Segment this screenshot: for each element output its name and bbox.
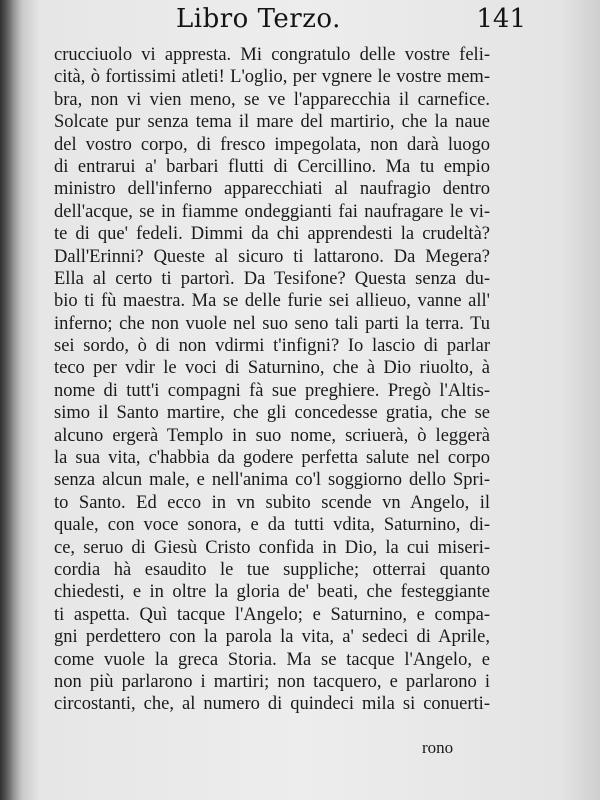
running-title: Libro Terzo.: [176, 4, 341, 34]
text-line: te di que' fedeli. Dimmi da chi apprendesti la crudeltà?: [54, 224, 490, 245]
text-line: del vostro corpo, di fresco impegolata, non darà luogo: [54, 134, 490, 155]
text-line: simo il Santo martire, che gli concedesse gratia, che se: [54, 403, 490, 424]
text-line: di entrarui a' barbari flutti di Cercillino. Ma tu empio: [54, 156, 490, 177]
text-line: sei sordo, ò di non vdirmi t'infigni? Io lascio di parlar: [54, 336, 490, 357]
text-line: come vuole la greca Storia. Ma se tacque l'Angelo, e: [54, 649, 490, 670]
text-line: gni perdettero con la parola la vita, a' sedeci di Aprile,: [54, 627, 490, 648]
text-line: to Santo. Ed ecco in vn subito scende vn Angelo, il: [54, 492, 490, 513]
page-header: [60, 4, 570, 44]
text-line: Ella al certo ti partorì. Da Tesifone? Questa senza du-: [54, 268, 490, 289]
text-line: ce, seruo di Giesù Cristo confida in Dio, la cui miseri-: [54, 537, 490, 558]
text-line: dell'acque, se in fiamme ondeggianti fai naufragare le vi-: [54, 201, 490, 222]
text-line: quale, con voce sonora, e da tutti vdita, Saturnino, di-: [54, 515, 490, 536]
text-line: Dall'Erinni? Queste al sicuro ti lattarono. Da Megera?: [54, 246, 490, 267]
text-line: bra, non vi vien meno, se ve l'apparecchia il carnefice.: [54, 89, 490, 110]
text-line: nome di tutt'i compagni fà sue preghiere. Pregò l'Altis-: [54, 380, 490, 401]
text-line: cità, ò fortissimi atleti! L'oglio, per vgnere le vostre mem-: [54, 67, 490, 88]
text-line: inferno; che non vuole nel suo seno tali parti la terra. Tu: [54, 313, 490, 334]
text-line: circostanti, che, al numero di quindeci mila si conuerti-: [54, 694, 490, 715]
text-line: cordia hà esaudito le tue suppliche; otterrai quanto: [54, 559, 490, 580]
text-line: teco per vdir le voci di Saturnino, che à Dio riuolto, à: [54, 358, 490, 379]
catchword: rono: [422, 738, 454, 757]
text-line: bio ti fù maestra. Ma se delle furie sei allieuo, vanne all': [54, 291, 490, 312]
text-line: ministro dell'inferno apparecchiati al naufragio dentro: [54, 179, 490, 200]
text-line: alcuno ergerà Templo in suo nome, scriuerà, ò leggerà: [54, 425, 490, 446]
body-text: [54, 44, 490, 716]
text-line: ti aspetta. Quì tacque l'Angelo; e Saturnino, e compa-: [54, 604, 490, 625]
text-line: chiedesti, e in oltre la gloria de' beati, che festeggiante: [54, 582, 490, 603]
text-line: Solcate pur senza tema il mare del martirio, che la naue: [54, 112, 490, 133]
text-line: la sua vita, c'habbia da godere perfetta salute nel corpo: [54, 448, 490, 469]
page-number: 141: [476, 4, 526, 34]
text-line: crucciuolo vi appresta. Mi congratulo delle vostre feli-: [54, 45, 490, 65]
text-line: senza alcun male, e nell'anima co'l soggiorno dello Spri-: [54, 470, 490, 491]
text-line: non più parlarono i martiri; non tacquero, e parlarono i: [54, 671, 490, 692]
